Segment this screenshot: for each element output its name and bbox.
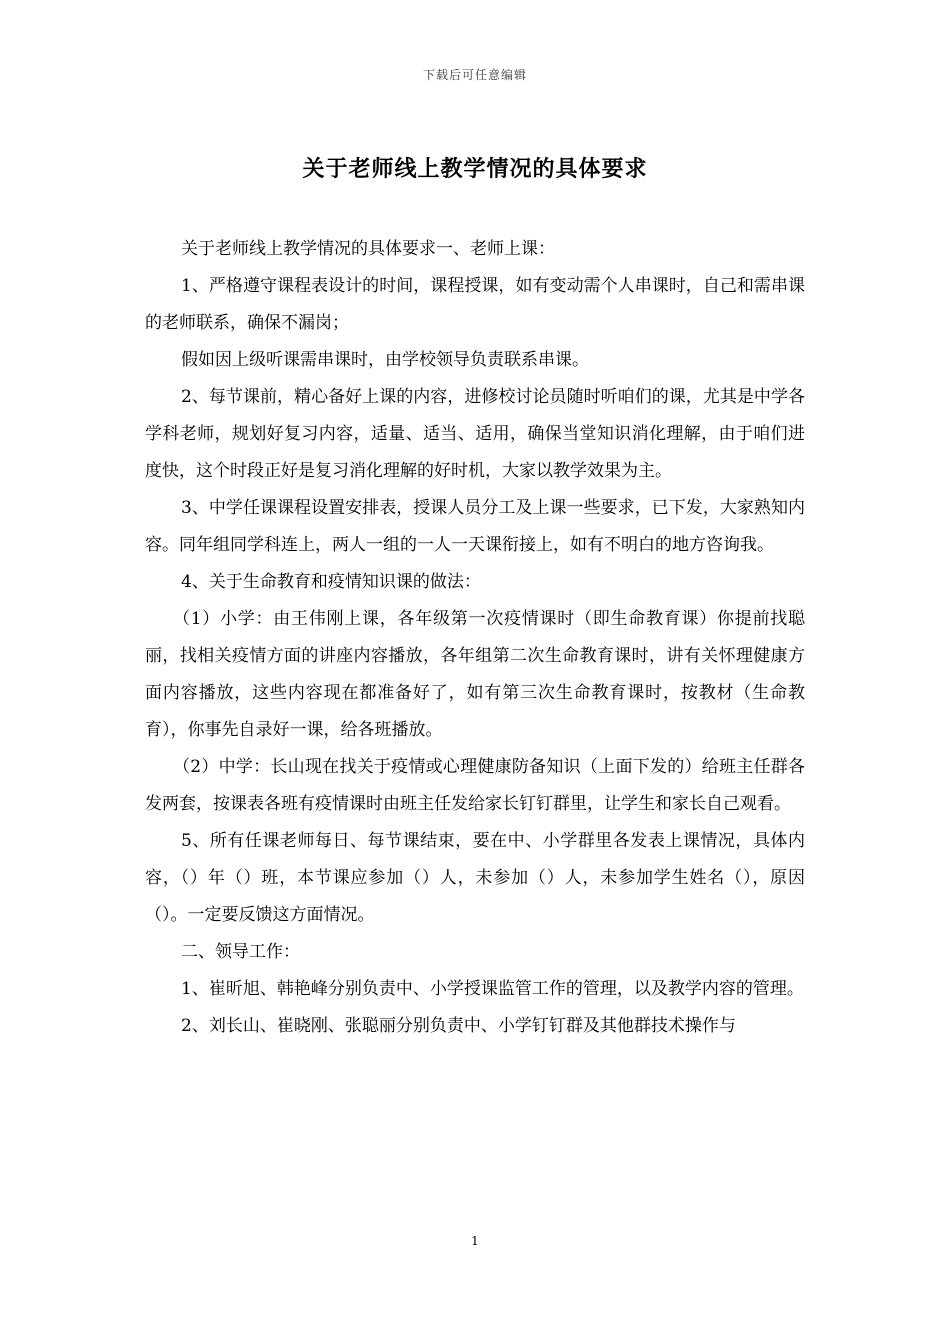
paragraph-intro: 关于老师线上教学情况的具体要求一、老师上课： [181, 239, 555, 259]
paragraph-item-4: 4、关于生命教育和疫情知识课的做法： [181, 572, 481, 592]
paragraph-item-2: 2、每节课前，精心备好上课的内容，进修校讨论员随时听咱们的课，尤其是中学各学科老师，规划好复习内容，适量、适当、适用，确保当堂知识消化理解，由于咱们进度快，这个时段正好是复习消化理解的好时机，大家以教学效果为主。 [145, 387, 805, 481]
paragraph-leadership-2: 2、刘长山、崔晓刚、张聪丽分别负责中、小学钉钉群及其他群技术操作与 [181, 1016, 736, 1036]
paragraph-item-4-primary: （1）小学：由王伟刚上课，各年级第一次疫情课时（即生命教育课）你提前找聪丽，找相关疫情方面的讲座内容播放，各年组第二次生命教育课时，讲有关怀理健康方面内容播放，这些内容现在都准备好了，如有第三次生命教育课时，按教材（生命教育），你事先自录好一课，给各班播放。 [145, 609, 805, 740]
section-heading-leadership: 二、领导工作： [181, 942, 300, 962]
paragraph-item-4-middle: （2）中学：长山现在找关于疫情或心理健康防备知识（上面下发的）给班主任群各发两套，按课表各班有疫情课时由班主任发给家长钉钉群里，让学生和家长自己观看。 [145, 757, 805, 814]
page-header: 下载后可任意编辑 [422, 68, 527, 82]
document-title: 关于老师线上教学情况的具体要求 [302, 156, 648, 182]
paragraph-item-1-note: 假如因上级听课需串课时，由学校领导负责联系串课。 [181, 350, 589, 370]
paragraph-leadership-1: 1、崔昕旭、韩艳峰分别负责中、小学授课监管工作的管理，以及教学内容的管理。 [181, 979, 804, 999]
document-body [145, 231, 805, 1045]
paragraph-item-5: 5、所有任课老师每日、每节课结束，要在中、小学群里各发表上课情况，具体内容，（）年（）班，本节课应参加（）人，未参加（）人，未参加学生姓名（），原因（）。一定要反馈这方面情况。 [145, 831, 805, 925]
page-number: 1 [471, 1234, 479, 1248]
paragraph-item-3: 3、中学任课课程设置安排表，授课人员分工及上课一些要求，已下发，大家熟知内容。同年组同学科连上，两人一组的一人一天课衔接上，如有不明白的地方咨询我。 [145, 498, 805, 555]
paragraph-item-1: 1、严格遵守课程表设计的时间，课程授课，如有变动需个人串课时，自己和需串课的老师联系，确保不漏岗； [145, 276, 805, 333]
